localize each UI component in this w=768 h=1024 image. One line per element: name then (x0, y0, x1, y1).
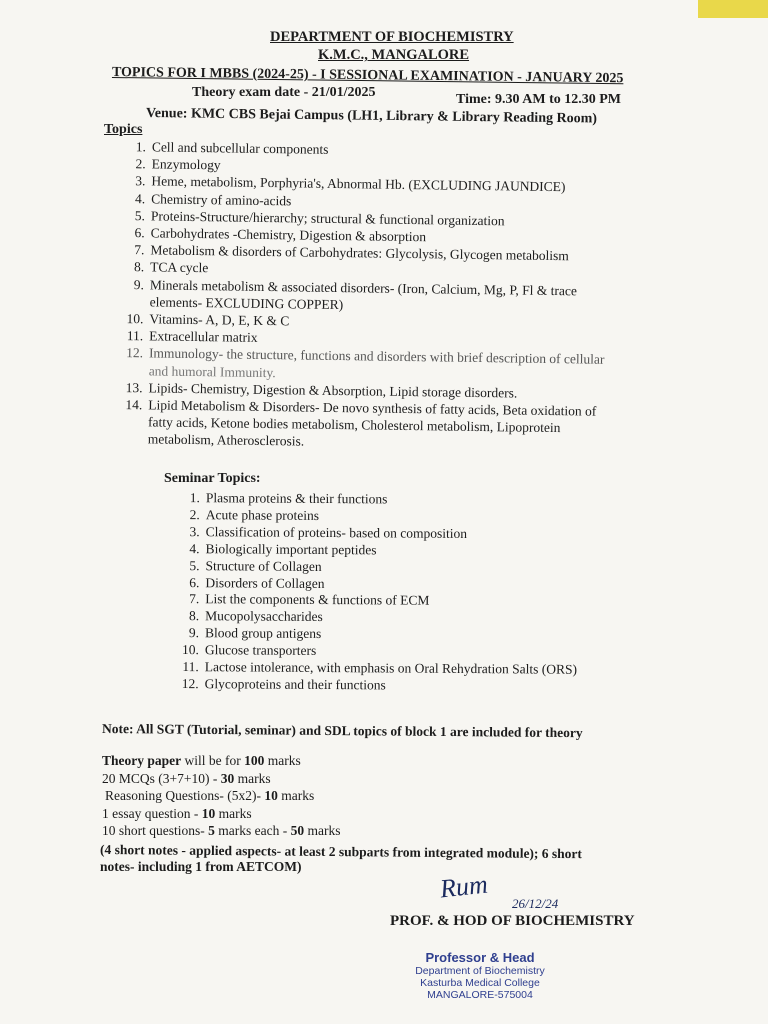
topic-text: elements- EXCLUDING COPPER) (149, 294, 344, 312)
topic-text: TCA cycle (150, 259, 209, 276)
stamp-line: Kasturba Medical College (420, 977, 540, 989)
paper-text: marks (264, 753, 301, 768)
official-stamp (390, 950, 570, 1001)
paper-text: marks each - (214, 823, 291, 838)
seminar-number: 5. (189, 557, 200, 573)
seminar-text: Classification of proteins- based on composition (205, 524, 468, 541)
topic-text: Minerals metabolism & associated disorders- (Iron, Calcium, Mg, P, Fl & trace (149, 277, 578, 298)
seminar-text: List the components & functions of ECM (205, 591, 430, 609)
paper-text: Theory paper (102, 753, 182, 768)
paper-text: will be for (181, 753, 245, 768)
topic-number: 1. (135, 139, 146, 155)
seminar-number: 6. (189, 574, 200, 590)
seminar-number: 3. (189, 523, 200, 539)
topic-text: and humoral Immunity. (148, 363, 276, 380)
seminar-text: Biologically important peptides (205, 540, 377, 558)
topic-number: 8. (133, 259, 145, 275)
topic-number: 2. (135, 156, 146, 172)
seminar-number: 10. (181, 642, 199, 658)
institute-heading: K.M.C., MANGALORE (318, 47, 470, 63)
seminar-text: Acute phase proteins (205, 507, 320, 523)
venue: Venue: KMC CBS Bejai Campus (LH1, Library & Library Reading Room) (145, 106, 598, 127)
seminar-heading: Seminar Topics: (164, 471, 261, 486)
topic-text: Proteins-Structure/hierarchy; structural & functional organization (150, 208, 505, 229)
paper-text: marks (215, 805, 252, 821)
seminar-number: 9. (188, 625, 200, 641)
topic-number: 6. (134, 225, 145, 241)
seminar-number: 2. (189, 506, 200, 523)
topic-text: Immunology- the structure, functions and disorders with brief description of cellular (148, 345, 605, 368)
topic-text: metabolism, Atherosclerosis. (147, 431, 305, 450)
topic-number: 13. (125, 379, 143, 396)
topic-text: Carbohydrates -Chemistry, Digestion & absorption (150, 225, 427, 245)
short-notes-line: notes- including 1 from AETCOM) (100, 859, 302, 874)
seminar-number: 11. (182, 659, 199, 675)
paper-text: Reasoning Questions- (5x2)- (105, 788, 265, 803)
topic-text: Enzymology (151, 156, 221, 173)
paper-text: 10 short questions- (102, 823, 209, 838)
paper-line (102, 770, 340, 788)
paper-text: marks (304, 823, 341, 838)
topic-number: 11. (126, 328, 144, 344)
exam-title: TOPICS FOR I MBBS (2024-25) - I SESSIONAL EXAMINATION - JANUARY 2025 (111, 65, 624, 87)
seminar-number: 12. (181, 676, 199, 692)
seminar-text: Disorders of Collagen (205, 574, 325, 591)
seminar-text: Blood group antigens (204, 625, 322, 642)
paper-info (102, 752, 340, 840)
topic-number: 10. (126, 311, 144, 327)
paper-marks: 10 (264, 788, 278, 803)
topic-text: Metabolism & disorders of Carbohydrates: Glycolysis, Glycogen metabolism (150, 242, 569, 264)
paper-marks: 50 (290, 823, 305, 838)
topic-text: Extracellular matrix (149, 328, 258, 346)
topic-text: Vitamins- A, D, E, K & C (149, 311, 290, 329)
seminar-list (177, 490, 678, 696)
topic-text: fatty acids, Ketone bodies metabolism, Cholesterol metabolism, Lipoprotein (147, 414, 561, 436)
seminar-number: 7. (189, 591, 200, 607)
exam-time: Time: 9.30 AM to 12.30 PM (456, 92, 621, 107)
seminar-number: 8. (188, 608, 200, 624)
department-heading: DEPARTMENT OF BIOCHEMISTRY (270, 29, 514, 45)
topic-number: 12. (126, 345, 144, 361)
topic-number: 14. (125, 397, 143, 413)
topic-number: 7. (134, 242, 145, 258)
paper-text: 20 MCQs (3+7+10) - (102, 770, 221, 786)
topic-text: Lipids- Chemistry, Digestion & Absorption, Lipid storage disorders. (148, 380, 518, 401)
paper-line (102, 822, 340, 840)
signature-scribble: Rum (438, 869, 490, 904)
topics-list (118, 138, 722, 456)
seminar-text: Glucose transporters (204, 642, 317, 659)
stamp-line: MANGALORE-575004 (427, 989, 533, 1001)
seminar-text: Structure of Collagen (205, 557, 322, 574)
stamp-line: Professor & Head (425, 950, 535, 965)
signatory-title: PROF. & HOD OF BIOCHEMISTRY (390, 913, 635, 929)
topic-number: 4. (134, 190, 146, 206)
exam-date: Theory exam date - 21/01/2025 (192, 85, 376, 100)
topic-number: 3. (135, 173, 146, 189)
topic-text: Cell and subcellular components (151, 139, 329, 157)
topics-heading: Topics (104, 122, 143, 137)
paper-marks: 10 (201, 805, 216, 821)
short-notes-line: (4 short notes - applied aspects- at least 2 subparts from integrated module); 6 short (99, 842, 583, 862)
paper-text: marks (234, 770, 271, 786)
seminar-text: Glycoproteins and their functions (204, 676, 386, 693)
paper-marks: 30 (220, 770, 235, 786)
topic-number: 9. (133, 276, 145, 292)
seminar-text: Mucopolysaccharides (205, 608, 323, 625)
paper-text: 1 essay question - (102, 805, 202, 821)
paper-text: marks (277, 788, 315, 803)
seminar-number: 1. (189, 490, 200, 506)
signature-date: 26/12/24 (512, 896, 559, 911)
paper-line (102, 752, 340, 770)
topic-text: Heme, metabolism, Porphyria's, Abnormal Hb. (EXCLUDING JAUNDICE) (151, 173, 566, 195)
note: Note: All SGT (Tutorial, seminar) and SDL topics of block 1 are included for theory (101, 721, 583, 741)
seminar-text: Lactose intolerance, with emphasis on Oral Rehydration Salts (ORS) (204, 659, 578, 677)
topic-number: 5. (134, 207, 146, 224)
paper-line (102, 805, 340, 823)
stamp-line: Department of Biochemistry (415, 965, 545, 977)
paper-marks: 100 (244, 753, 265, 768)
seminar-item (177, 676, 677, 696)
seminar-text: Plasma proteins & their functions (205, 490, 388, 507)
topic-text: Chemistry of amino-acids (151, 191, 292, 208)
seminar-number: 4. (189, 540, 200, 556)
paper-line (102, 787, 340, 805)
paper-marks: 5 (208, 823, 215, 838)
topic-text: Lipid Metabolism & Disorders- De novo synthesis of fatty acids, Beta oxidation of (148, 397, 597, 419)
